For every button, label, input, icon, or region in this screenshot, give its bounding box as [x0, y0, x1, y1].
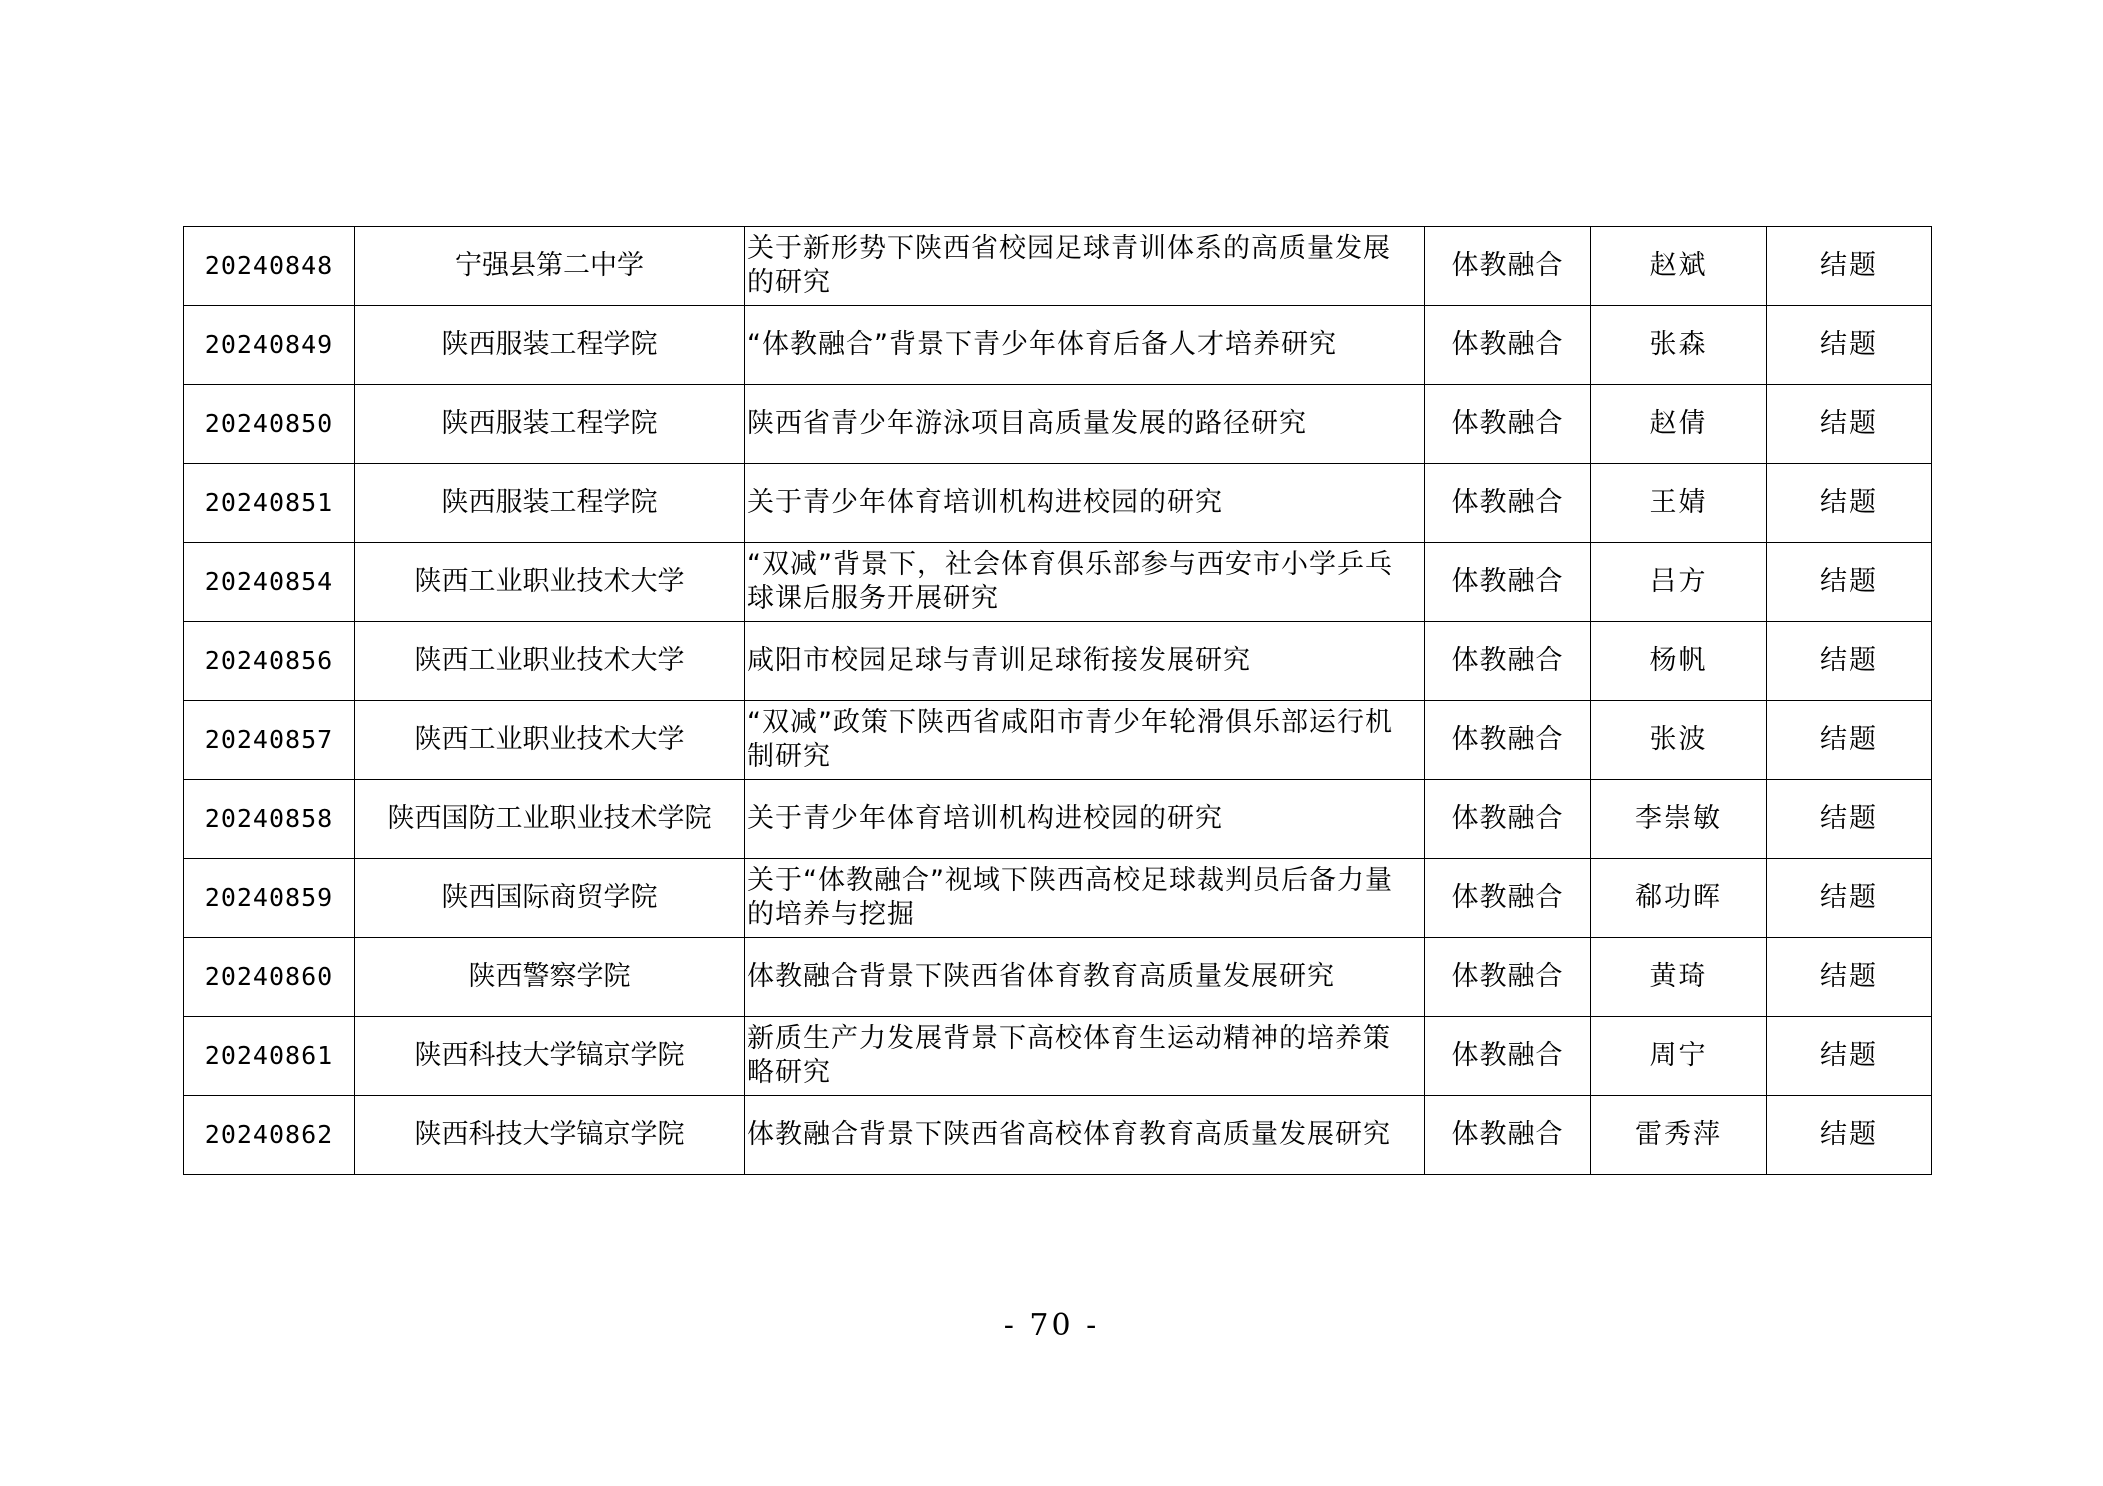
table-row: [184, 385, 1932, 464]
table-row: [184, 1096, 1932, 1175]
leader-cell: 王婧: [1591, 464, 1767, 543]
page-number: - 70 -: [1003, 1308, 1100, 1343]
category-cell: 体教融合: [1425, 227, 1591, 306]
category-cell: 体教融合: [1425, 464, 1591, 543]
unit-cell: 陕西服装工程学院: [355, 306, 745, 385]
project-title-cell: 体教融合背景下陕西省高校体育教育高质量发展研究: [745, 1096, 1425, 1175]
status-cell: 结题: [1767, 622, 1932, 701]
unit-cell: 陕西服装工程学院: [355, 385, 745, 464]
project-id-cell: 20240851: [184, 464, 355, 543]
unit-cell: 陕西工业职业技术大学: [355, 622, 745, 701]
project-title-cell: “体教融合”背景下青少年体育后备人才培养研究: [745, 306, 1425, 385]
status-cell: 结题: [1767, 859, 1932, 938]
table-row: [184, 701, 1932, 780]
leader-cell: 赵斌: [1591, 227, 1767, 306]
table-row: [184, 227, 1932, 306]
category-cell: 体教融合: [1425, 701, 1591, 780]
project-id-cell: 20240857: [184, 701, 355, 780]
unit-cell: 陕西工业职业技术大学: [355, 701, 745, 780]
table-row: [184, 859, 1932, 938]
table-row: [184, 306, 1932, 385]
unit-cell: 陕西工业职业技术大学: [355, 543, 745, 622]
status-cell: 结题: [1767, 306, 1932, 385]
category-cell: 体教融合: [1425, 1017, 1591, 1096]
status-cell: 结题: [1767, 227, 1932, 306]
project-title-cell: 关于新形势下陕西省校园足球青训体系的高质量发展的研究: [745, 227, 1425, 306]
status-cell: 结题: [1767, 464, 1932, 543]
project-title-cell: 咸阳市校园足球与青训足球衔接发展研究: [745, 622, 1425, 701]
leader-cell: 雷秀萍: [1591, 1096, 1767, 1175]
project-title-cell: 体教融合背景下陕西省体育教育高质量发展研究: [745, 938, 1425, 1017]
project-title-cell: “双减”政策下陕西省咸阳市青少年轮滑俱乐部运行机制研究: [745, 701, 1425, 780]
category-cell: 体教融合: [1425, 938, 1591, 1017]
leader-cell: 杨帆: [1591, 622, 1767, 701]
status-cell: 结题: [1767, 938, 1932, 1017]
table-row: [184, 543, 1932, 622]
category-cell: 体教融合: [1425, 543, 1591, 622]
project-title-cell: 关于青少年体育培训机构进校园的研究: [745, 464, 1425, 543]
table-row: [184, 938, 1932, 1017]
status-cell: 结题: [1767, 1096, 1932, 1175]
project-title-cell: 关于青少年体育培训机构进校园的研究: [745, 780, 1425, 859]
project-id-cell: 20240856: [184, 622, 355, 701]
project-title-cell: 关于“体教融合”视域下陕西高校足球裁判员后备力量的培养与挖掘: [745, 859, 1425, 938]
unit-cell: 陕西科技大学镐京学院: [355, 1017, 745, 1096]
status-cell: 结题: [1767, 1017, 1932, 1096]
project-id-cell: 20240861: [184, 1017, 355, 1096]
category-cell: 体教融合: [1425, 385, 1591, 464]
project-id-cell: 20240862: [184, 1096, 355, 1175]
leader-cell: 郗功晖: [1591, 859, 1767, 938]
unit-cell: 陕西警察学院: [355, 938, 745, 1017]
leader-cell: 黄琦: [1591, 938, 1767, 1017]
project-id-cell: 20240848: [184, 227, 355, 306]
project-title-cell: “双减”背景下，社会体育俱乐部参与西安市小学乒乓球课后服务开展研究: [745, 543, 1425, 622]
project-id-cell: 20240860: [184, 938, 355, 1017]
table-row: [184, 1017, 1932, 1096]
category-cell: 体教融合: [1425, 780, 1591, 859]
status-cell: 结题: [1767, 701, 1932, 780]
project-title-cell: 陕西省青少年游泳项目高质量发展的路径研究: [745, 385, 1425, 464]
unit-cell: 陕西科技大学镐京学院: [355, 1096, 745, 1175]
project-title-cell: 新质生产力发展背景下高校体育生运动精神的培养策略研究: [745, 1017, 1425, 1096]
leader-cell: 张森: [1591, 306, 1767, 385]
category-cell: 体教融合: [1425, 1096, 1591, 1175]
unit-cell: 陕西国防工业职业技术学院: [355, 780, 745, 859]
category-cell: 体教融合: [1425, 859, 1591, 938]
unit-cell: 陕西服装工程学院: [355, 464, 745, 543]
unit-cell: 陕西国际商贸学院: [355, 859, 745, 938]
project-id-cell: 20240850: [184, 385, 355, 464]
category-cell: 体教融合: [1425, 622, 1591, 701]
status-cell: 结题: [1767, 780, 1932, 859]
status-cell: 结题: [1767, 385, 1932, 464]
status-cell: 结题: [1767, 543, 1932, 622]
project-id-cell: 20240854: [184, 543, 355, 622]
leader-cell: 吕方: [1591, 543, 1767, 622]
leader-cell: 周宁: [1591, 1017, 1767, 1096]
leader-cell: 赵倩: [1591, 385, 1767, 464]
project-table: [183, 226, 1932, 1175]
table-row: [184, 780, 1932, 859]
table-row: [184, 622, 1932, 701]
table-row: [184, 464, 1932, 543]
leader-cell: 李崇敏: [1591, 780, 1767, 859]
leader-cell: 张波: [1591, 701, 1767, 780]
project-table-body: [184, 227, 1932, 1175]
unit-cell: 宁强县第二中学: [355, 227, 745, 306]
project-id-cell: 20240858: [184, 780, 355, 859]
project-id-cell: 20240859: [184, 859, 355, 938]
project-id-cell: 20240849: [184, 306, 355, 385]
category-cell: 体教融合: [1425, 306, 1591, 385]
